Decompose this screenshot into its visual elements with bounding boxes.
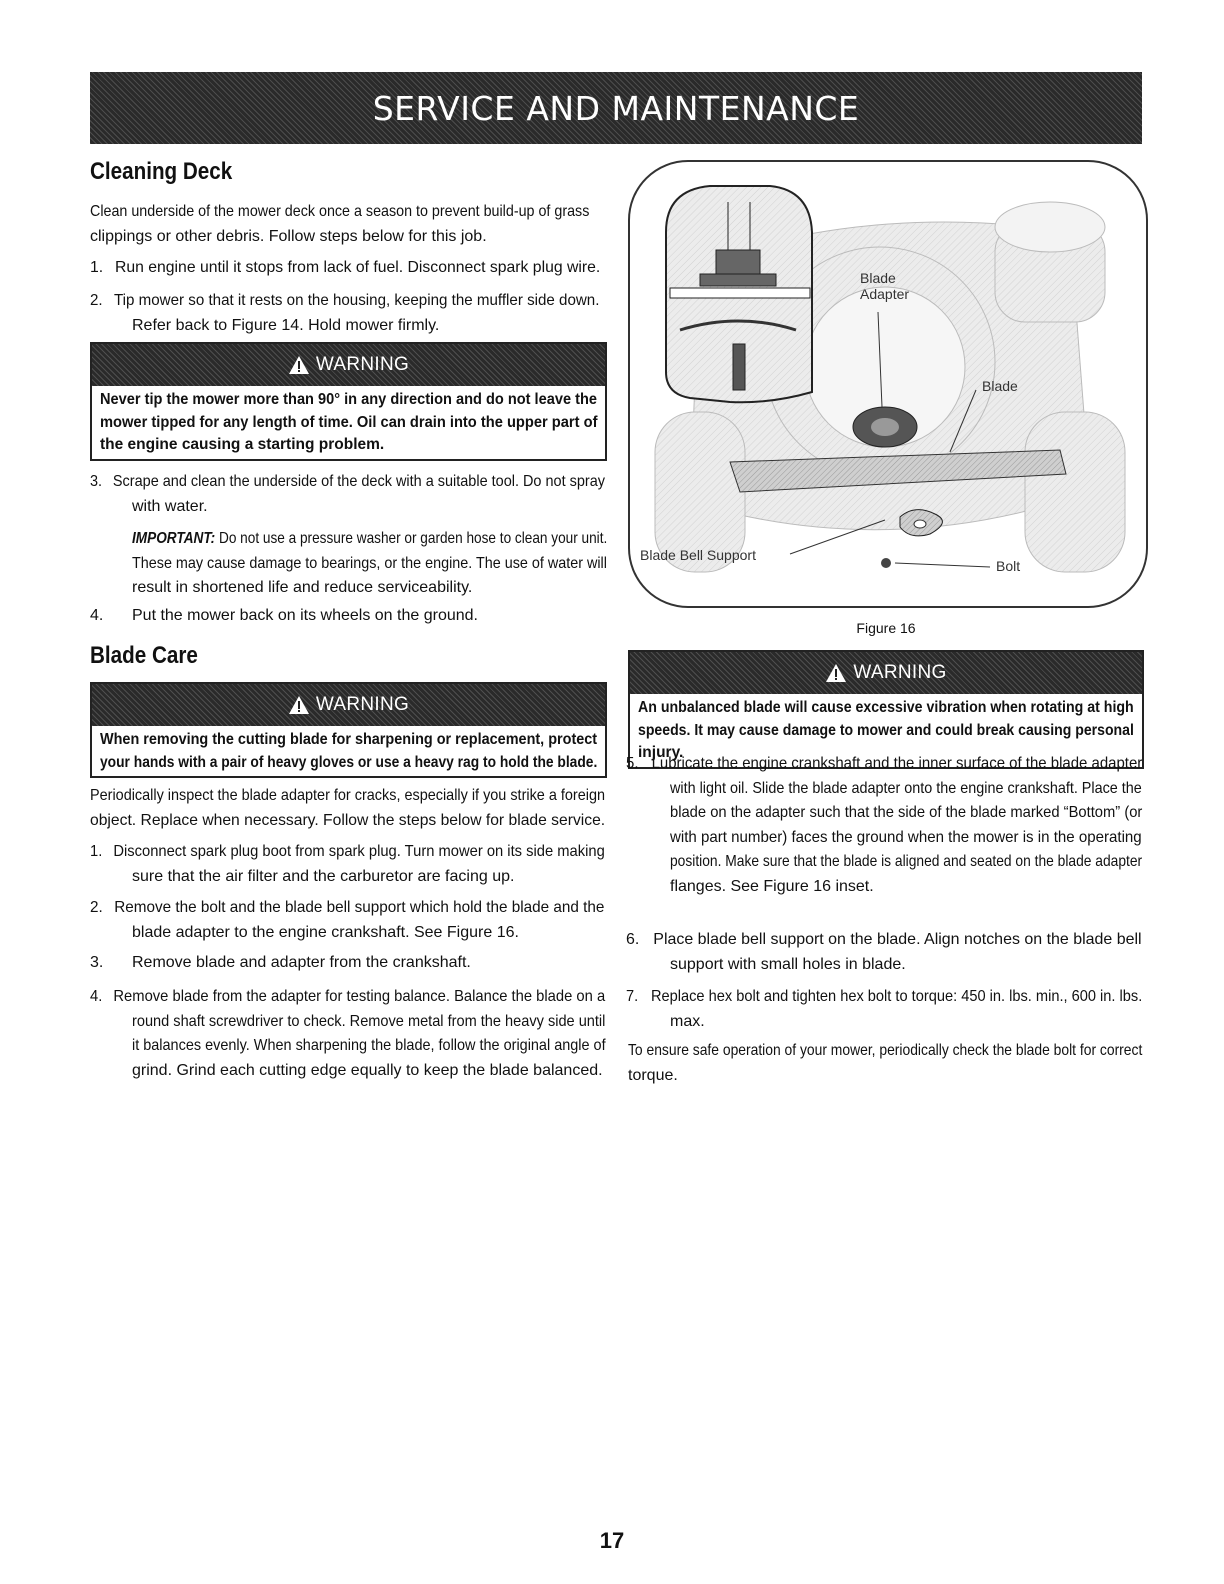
step-number: 2. bbox=[90, 899, 103, 916]
cleaning-step-3 bbox=[90, 470, 605, 519]
step-number: 3. bbox=[90, 954, 104, 971]
warning-header bbox=[630, 652, 1142, 694]
heading-cleaning-deck: Cleaning Deck bbox=[90, 158, 233, 185]
label-line: Blade bbox=[860, 270, 896, 286]
warning-label: WARNING bbox=[853, 662, 947, 683]
step-number: 4. bbox=[90, 607, 104, 624]
warning-label: WARNING bbox=[315, 354, 410, 375]
warning-label: WARNING bbox=[315, 694, 410, 715]
step-text: blade on the adapter such that the side of the blade marked “Bottom” (or bbox=[670, 804, 1143, 821]
text-line: Clean underside of the mower deck once a season to prevent build-up of grass bbox=[90, 203, 590, 220]
important-text: result in shortened life and reduce serviceability. bbox=[132, 579, 473, 596]
step-number: 2. bbox=[90, 292, 103, 309]
text-line: clippings or other debris. Follow steps below for this job. bbox=[90, 227, 487, 245]
mower-underside-drawing bbox=[630, 162, 1146, 606]
cleaning-deck-intro bbox=[90, 200, 590, 249]
step-number: 5. bbox=[626, 755, 639, 772]
step-number: 1. bbox=[90, 843, 103, 860]
warning-line: mower tipped for any length of time. Oil can drain into the upper part of bbox=[100, 413, 598, 431]
warning-line: An unbalanced blade will cause excessive vibration when rotating at high bbox=[638, 699, 1134, 716]
page-number: 17 bbox=[599, 1528, 625, 1553]
blade-step-3 bbox=[90, 951, 605, 976]
warning-box-tipping bbox=[90, 342, 607, 461]
blade-step-1 bbox=[90, 840, 605, 889]
label-line: Adapter bbox=[860, 286, 910, 302]
step-number: 6. bbox=[626, 931, 640, 948]
closing-note bbox=[628, 1039, 1142, 1088]
warning-line: injury. bbox=[638, 744, 684, 761]
step-text: max. bbox=[670, 1012, 705, 1030]
step-number: 7. bbox=[626, 988, 639, 1005]
text-line: Periodically inspect the blade adapter for cracks, especially if you strike a foreign bbox=[90, 787, 605, 804]
text-line: object. Replace when necessary. Follow the steps below for blade service. bbox=[90, 811, 606, 829]
warning-triangle-icon bbox=[288, 355, 310, 375]
blade-care-intro bbox=[90, 784, 605, 833]
step-text: Remove the bolt and the blade bell support which hold the blade and the bbox=[114, 899, 605, 916]
step-text: position. Make sure that the blade is aligned and seated on the blade adapter bbox=[670, 853, 1143, 870]
step-text: sure that the air filter and the carburetor are facing up. bbox=[132, 867, 515, 885]
warning-box-unbalanced-blade bbox=[628, 650, 1144, 769]
step-text: Place blade bell support on the blade. Align notches on the blade bell bbox=[653, 931, 1142, 948]
section-banner bbox=[90, 72, 1142, 144]
step-text: support with small holes in blade. bbox=[670, 955, 906, 973]
heading-blade-care: Blade Care bbox=[90, 642, 198, 669]
important-text: These may cause damage to bearings, or the engine. The use of water will bbox=[132, 554, 607, 572]
warning-box-gloves bbox=[90, 682, 607, 778]
step-text: Run engine until it stops from lack of fuel. Disconnect spark plug wire. bbox=[114, 259, 601, 276]
step-text: Remove blade and adapter from the crankshaft. bbox=[132, 954, 471, 971]
warning-line: Never tip the mower more than 90° in any direction and do not leave the bbox=[100, 391, 597, 408]
label-blade-bell-support: Blade Bell Support bbox=[640, 547, 756, 563]
warning-text bbox=[92, 726, 605, 776]
step-text: Tip mower so that it rests on the housing, keeping the muffler side down. bbox=[113, 292, 600, 309]
label-blade-adapter bbox=[860, 270, 909, 302]
step-text: it balances evenly. When sharpening the blade, follow the original angle of bbox=[132, 1037, 606, 1054]
warning-line: your hands with a pair of heavy gloves or use a heavy rag to hold the blade. bbox=[100, 753, 598, 771]
step-text: Lubricate the engine crankshaft and the inner surface of the blade adapter bbox=[651, 755, 1143, 772]
important-note bbox=[132, 527, 607, 601]
section-title: SERVICE AND MAINTENANCE bbox=[372, 88, 860, 128]
blade-step-4 bbox=[90, 985, 605, 1083]
step-text: Refer back to Figure 14. Hold mower firmly. bbox=[132, 316, 440, 334]
warning-text bbox=[92, 386, 605, 459]
figure-16-illustration bbox=[628, 160, 1148, 608]
important-text: Do not use a pressure washer or garden hose to clean your unit. bbox=[215, 530, 608, 547]
step-number: 4. bbox=[90, 988, 103, 1005]
step-text: blade adapter to the engine crankshaft. See Figure 16. bbox=[132, 923, 519, 941]
warning-header bbox=[92, 344, 605, 386]
step-text: with water. bbox=[132, 497, 208, 515]
warning-line: When removing the cutting blade for sharpening or replacement, protect bbox=[100, 731, 598, 748]
blade-step-6 bbox=[626, 928, 1142, 977]
important-label: IMPORTANT: bbox=[132, 530, 216, 547]
text-line: To ensure safe operation of your mower, periodically check the blade bolt for correct bbox=[628, 1042, 1143, 1059]
step-text: Replace hex bolt and tighten hex bolt to torque: 450 in. lbs. min., 600 in. lbs. bbox=[650, 988, 1143, 1005]
step-text: grind. Grind each cutting edge equally to keep the blade balanced. bbox=[132, 1061, 603, 1079]
step-text: with part number) faces the ground when the mower is in the operating bbox=[670, 828, 1142, 846]
warning-triangle-icon bbox=[825, 663, 847, 683]
step-text: Scrape and clean the underside of the deck with a suitable tool. Do not spray bbox=[112, 473, 605, 490]
step-text: Put the mower back on its wheels on the ground. bbox=[132, 607, 478, 624]
text-line: torque. bbox=[628, 1066, 678, 1084]
step-number: 3. bbox=[90, 473, 103, 490]
step-text: flanges. See Figure 16 inset. bbox=[670, 877, 874, 895]
cleaning-step-2 bbox=[90, 289, 600, 338]
step-text: Disconnect spark plug boot from spark plug. Turn mower on its side making bbox=[113, 843, 605, 860]
warning-line: the engine causing a starting problem. bbox=[100, 436, 385, 453]
blade-step-2 bbox=[90, 896, 605, 945]
blade-step-5 bbox=[626, 752, 1142, 899]
warning-line: speeds. It may cause damage to mower and could break causing personal bbox=[638, 721, 1134, 739]
warning-header bbox=[92, 684, 605, 726]
step-text: Remove blade from the adapter for testing balance. Balance the blade on a bbox=[113, 988, 606, 1005]
cleaning-step-4 bbox=[90, 604, 600, 629]
warning-triangle-icon bbox=[288, 695, 310, 715]
label-bolt: Bolt bbox=[996, 558, 1021, 574]
blade-step-7 bbox=[626, 985, 1142, 1034]
step-text: round shaft screwdriver to check. Remove metal from the heavy side until bbox=[132, 1012, 606, 1030]
step-number: 1. bbox=[90, 259, 104, 276]
label-blade: Blade bbox=[982, 378, 1018, 394]
figure-caption: Figure 16 bbox=[856, 620, 916, 636]
step-text: with light oil. Slide the blade adapter onto the engine crankshaft. Place the bbox=[670, 779, 1142, 797]
cleaning-step-1 bbox=[90, 256, 600, 281]
